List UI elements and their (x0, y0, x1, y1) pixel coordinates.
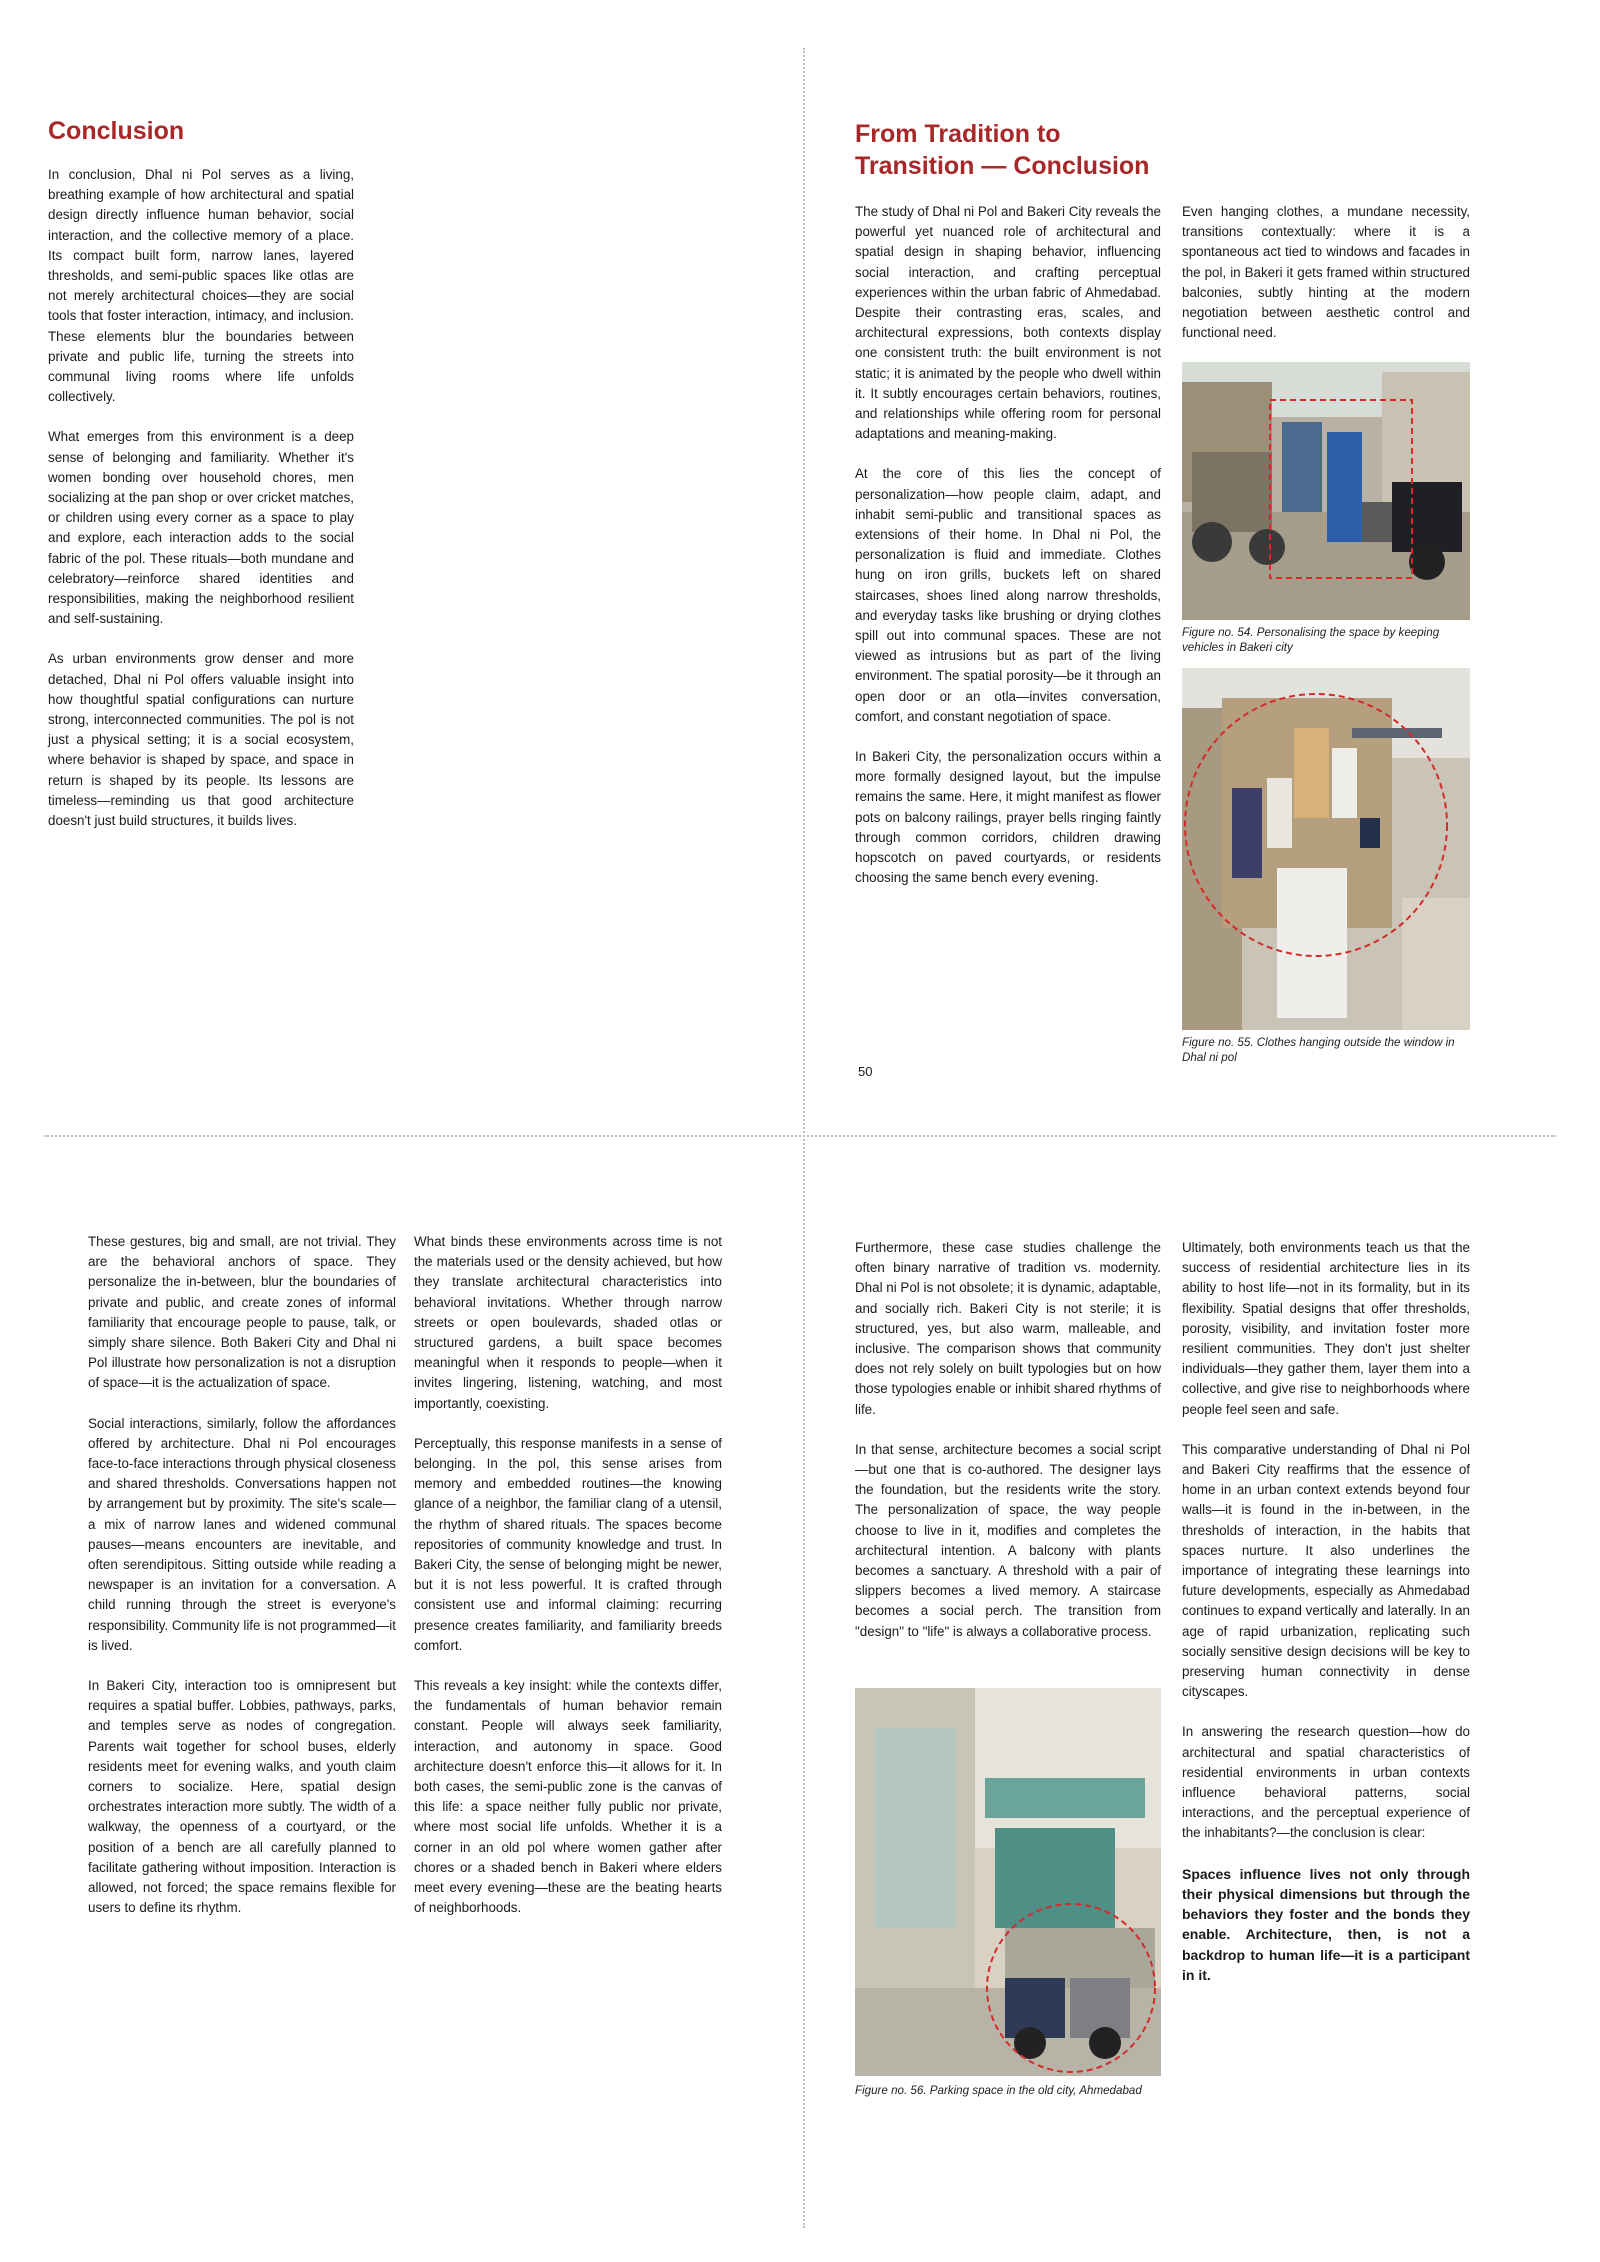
page3-col1 (88, 1232, 396, 1939)
paragraph: In Bakeri City, interaction too is omnipresent but requires a spatial buffer. Lobbies, pathways, parks, and temples serve as nodes of congregation. Parents wait together for school buses, elderly residents meet for evening walks, and youth claim corners to socialize. Here, spatial design orchestrates interaction more subtly. The width of a walkway, the openness of a courtyard, or the position of a bench are all carefully planned to facilitate gathering without imposition. Interaction is allowed, not forced; the space remains flexible for users to define its rhythm. (88, 1678, 396, 1916)
page4-col1 (855, 1238, 1161, 1662)
paragraph: Perceptually, this response manifests in a sense of belonging. In the pol, this sense arises from memory and embedded routines—the knowing glance of a neighbor, the familiar clang of a utensil, the rhythm of shared rituals. The spaces become repositories of community knowledge and trust. In Bakeri City, the sense of belonging might be newer, but it is not less powerful. It is crafted through consistent use and informal claiming: recurring presence creates familiarity, and familiarity breeds comfort. (414, 1435, 722, 1653)
paragraph: This comparative understanding of Dhal ni Pol and Bakeri City reaffirms that the essence of home in an urban context extends beyond four walls—it is found in the in-between, in the thresholds of interaction, in the habits that spaces nurture. It also underlines the importance of integrating these learnings into future developments, especially as Ahmedabad continues to expand vertically and laterally. In an age of rapid urbanization, replicating such socially sensitive design decisions will be key to preserving human connectivity in dense cityscapes. (1182, 1441, 1470, 1700)
page-number: 50 (858, 1064, 873, 1079)
page2-title (855, 118, 1149, 182)
paragraph: At the core of this lies the concept of personalization—how people claim, adapt, and inhabit semi-public and transitional spaces as extensions of their home. In Dhal ni Pol, the personalization is fluid and immediate. Clothes hung on iron grills, buckets left on shared staircases, shoes lined along narrow thresholds, and everyday tasks like brushing or drying clothes spill out into communal spaces. These are not viewed as intrusions but as part of the living environment. The spatial porosity—be it through an open door or an otla—invites conversation, comfort, and constant negotiation of space. (855, 466, 1161, 724)
page2-title-line2: Transition — Conclusion (855, 152, 1150, 180)
figure-55-photo (1182, 668, 1470, 1030)
old-city-parking-illustration (855, 1688, 1161, 2076)
closing-statement: Spaces influence lives not only through their physical dimensions but through the behaviors they foster and the bonds they enable. Architecture, then, is not a backdrop to human life—it is a participant in it. (1182, 1865, 1470, 1983)
page2-col1 (855, 202, 1161, 909)
paragraph: Even hanging clothes, a mundane necessity, transitions contextually: where it is a spontaneous act tied to windows and facades in the pol, in Bakeri it gets framed within structured balconies, subtly hinting at the modern negotiation between aesthetic control and functional need. (1182, 204, 1470, 341)
page4-col2 (1182, 1238, 1470, 2005)
paragraph: Furthermore, these case studies challenge the often binary narrative of tradition vs. modernity. Dhal ni Pol is not obsolete; it is dynamic, adaptable, and socially rich. Bakeri City is not sterile; it is structured, yes, but also warm, malleable, and inclusive. The comparison shows that community does not rely solely on built typologies but on how those typologies enable or inhibit shared rhythms of life. (855, 1240, 1161, 1417)
figure-56-caption: Figure no. 56. Parking space in the old city, Ahmedabad (855, 2084, 1142, 2097)
paragraph: In answering the research question—how do architectural and spatial characteristics of residential environments in urban contexts influence behavioral patterns, social interactions, and the perceptual experience of the inhabitants?—the conclusion is clear: (1182, 1724, 1470, 1841)
page2-title-line1: From Tradition to (855, 120, 1061, 148)
street-vehicles-illustration (1182, 362, 1470, 620)
page1-title: Conclusion (48, 117, 185, 145)
paragraph: These gestures, big and small, are not trivial. They are the behavioral anchors of space. They personalize the in-between, blur the boundaries of private and public, and create zones of informal familiarity that encourage people to pause, talk, or simply share silence. Both Bakeri City and Dhal ni Pol illustrate how personalization is not a disruption of space—it is the actualization of space. (88, 1234, 396, 1391)
paragraph: This reveals a key insight: while the contexts differ, the fundamentals of human behavior remain constant. People will always seek familiarity, interaction, and autonomy in space. Good architecture doesn't enforce this—it allows for it. In both cases, the semi-public zone is the canvas of this life: a space neither fully public nor private, where most social life unfolds. Whether it is a corner in an old pol where women gather after chores or a shaded bench in Bakeri where elders meet every evening—these are the beating hearts of neighborhoods. (414, 1678, 722, 1916)
paragraph: Ultimately, both environments teach us that the success of residential architecture lies in its ability to host life—not in its formality, but in its flexibility. Spatial designs that offer thresholds, porosity, visibility, and invitation foster more resilient communities. They don't just shelter individuals—they gather them, layer them into a collective, and give rise to neighborhoods where people feel seen and safe. (1182, 1240, 1470, 1417)
spread-divider-vertical (803, 48, 805, 2228)
paragraph: The study of Dhal ni Pol and Bakeri City reveals the powerful yet nuanced role of architectural and spatial design in shaping behavior, influencing social interaction, and crafting perceptual experiences within the urban fabric of Ahmedabad. Despite their contrasting eras, scales, and architectural expressions, both contexts display one consistent truth: the built environment is not static; it is animated by the people who dwell within it. It subtly encourages certain behaviors, routines, and relationships while offering room for personal adaptations and meaning-making. (855, 204, 1161, 442)
figure-54-caption: Figure no. 54. Personalising the space by keeping vehicles in Bakeri city (1182, 626, 1440, 654)
figure-56-photo (855, 1688, 1161, 2076)
spread-divider-horizontal (44, 1135, 1556, 1137)
page3-col2 (414, 1232, 722, 1939)
paragraph: What emerges from this environment is a deep sense of belonging and familiarity. Whether it's women bonding over household chores, men socializing at the pan shop or over cricket matches, or children using every corner as a space to play and explore, each interaction adds to the social fabric of the pol. These rituals—both mundane and celebratory—reinforce shared identities and responsibilities, making the neighborhood resilient and self-sustaining. (48, 429, 354, 627)
hanging-clothes-illustration (1182, 668, 1470, 1030)
figure-54-photo (1182, 362, 1470, 620)
paragraph: Social interactions, similarly, follow the affordances offered by architecture. Dhal ni Pol encourages face-to-face interactions through physical closeness and shared thresholds. Conversations happen not by arrangement but by proximity. The site's scale—a mix of narrow lanes and widened communal pauses—means encounters are inevitable, and often serendipitous. Sitting outside while reading a newspaper is an invitation for a conversation. A child running through the street is everyone's responsibility. Community life is not programmed—it is lived. (88, 1415, 396, 1653)
figure-55-caption: Figure no. 55. Clothes hanging outside the window in Dhal ni pol (1182, 1036, 1455, 1064)
paragraph: In conclusion, Dhal ni Pol serves as a living, breathing example of how architectural and spatial design directly influence human behavior, social interaction, and the collective memory of a place. Its compact built form, narrow lanes, layered thresholds, and semi-public spaces like otlas are not merely architectural choices—they are social tools that foster interaction, intimacy, and inclusion. These elements blur the boundaries between private and public life, turning the streets into communal living rooms where life unfolds collectively. (48, 167, 354, 405)
paragraph: In that sense, architecture becomes a social script—but one that is co-authored. The designer lays the foundation, but the residents write the story. The personalization of space, the way people choose to live in it, modifies and completes the architectural intention. A balcony with plants becomes a sanctuary. A threshold with a pair of slippers becomes a lived memory. A staircase becomes a social perch. The transition from "design" to "life" is always a collaborative process. (855, 1441, 1161, 1639)
paragraph: As urban environments grow denser and more detached, Dhal ni Pol offers valuable insight into how thoughtful spatial configurations can nurture strong, interconnected communities. The pol is not just a physical setting; it is a social ecosystem, where behavior is shaped by space, and space in return is shaped by its people. Its lessons are timeless—reminding us that good architecture doesn't just build structures, it builds lives. (48, 651, 354, 829)
page1-text (48, 165, 354, 851)
paragraph: What binds these environments across time is not the materials used or the density achieved, but how they translate architectural characteristics into behavioral invitations. Whether through narrow streets or open boulevards, shaded otlas or structured gardens, a built space becomes meaningful when it responds to people—when it invites lingering, listening, watching, and most importantly, coexisting. (414, 1234, 722, 1411)
paragraph: In Bakeri City, the personalization occurs within a more formally designed layout, but the impulse remains the same. Here, it might manifest as flower pots on balcony railings, prayer bells ringing faintly through common corridors, children drawing hopscotch on paved courtyards, or residents choosing the same bench every evening. (855, 749, 1161, 886)
page2-col2 (1182, 202, 1470, 363)
